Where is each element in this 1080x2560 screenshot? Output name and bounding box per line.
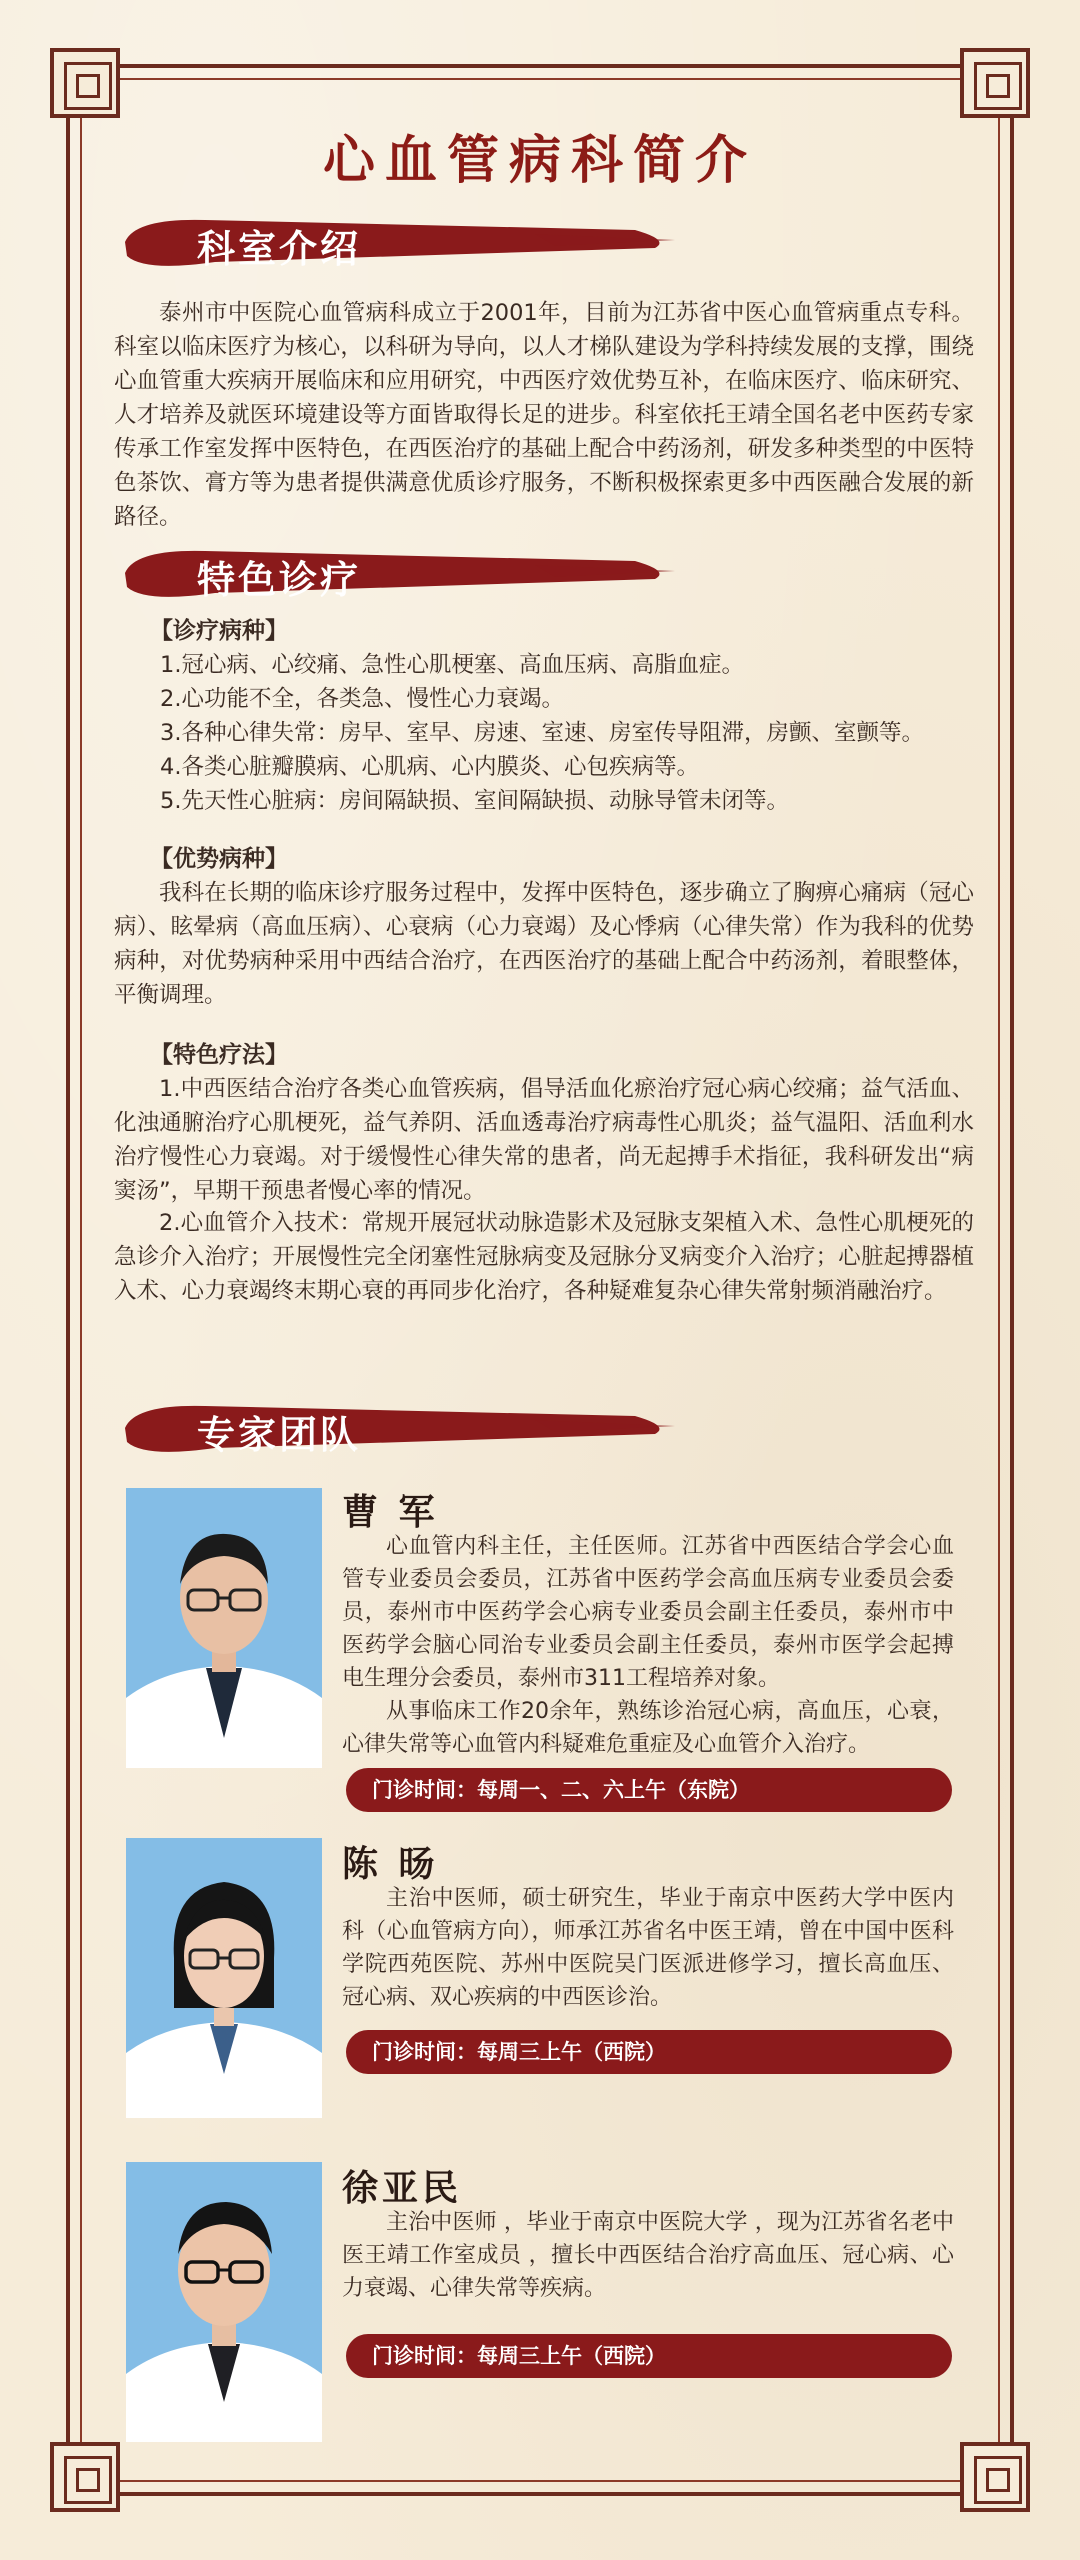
list-item: 2.心功能不全，各类急、慢性心力衰竭。: [160, 686, 564, 712]
subheading-therapy: 【特色疗法】: [150, 1042, 288, 1068]
page-title: 心血管病科简介: [322, 130, 757, 191]
expert-name: 曹 军: [342, 1492, 439, 1533]
avatar-expert-1: [126, 1488, 322, 1768]
corner-ornament-icon: [50, 48, 120, 118]
corner-ornament-icon: [960, 48, 1030, 118]
expert-bio: 从事临床工作20余年，熟练诊治冠心病，高血压，心衰，心律失常等心血管内科疑难危重症及心血管介入治疗。: [342, 1699, 954, 1757]
corner-ornament-icon: [960, 2442, 1030, 2512]
clinic-hours-badge: 门诊时间：每周三上午（西院）: [346, 2334, 952, 2378]
expert-bio: 主治中医师，硕士研究生，毕业于南京中医药大学中医内科（心血管病方向），师承江苏省名中医王靖，曾在中国中医科学院西苑医院、苏州中医院吴门医派进修学习，擅长高血压、冠心病、双心疾病的中西医诊治。: [342, 1886, 954, 2010]
avatar-expert-2: [126, 1838, 322, 2118]
section-banner-team: [115, 1398, 675, 1460]
subheading-advantage: 【优势病种】: [150, 846, 288, 872]
therapy-paragraph-2: 2.心血管介入技术：常规开展冠状动脉造影术及冠脉支架植入术、急性心肌梗死的急诊介入治疗；开展慢性完全闭塞性冠脉病变及冠脉分叉病变介入治疗；心脏起搏器植入术、心力衰竭终末期心衰的再同步化治疗，各种疑难复杂心律失常射频消融治疗。: [114, 1210, 974, 1304]
list-item: 4.各类心脏瓣膜病、心肌病、心内膜炎、心包疾病等。: [160, 754, 699, 780]
clinic-hours-badge: 门诊时间：每周三上午（西院）: [346, 2030, 952, 2074]
section-heading: 特色诊疗: [197, 558, 362, 602]
expert-name: 徐亚民: [342, 2168, 463, 2209]
intro-paragraph: 泰州市中医院心血管病科成立于2001年，目前为江苏省中医心血管病重点专科。科室以临床医疗为核心，以科研为导向，以人才梯队建设为学科持续发展的支撑，围绕心血管重大疾病开展临床和应用研究，中西医疗效优势互补，在临床医疗、临床研究、人才培养及就医环境建设等方面皆取得长足的进步。科室依托王靖全国名老中医药专家传承工作室发挥中医特色，在西医治疗的基础上配合中药汤剂，研发多种类型的中医特色茶饮、膏方等为患者提供满意优质诊疗服务，不断积极探索更多中西医融合发展的新路径。: [114, 300, 974, 530]
list-item: 1.冠心病、心绞痛、急性心肌梗塞、高血压病、高脂血症。: [160, 652, 744, 678]
clinic-hours-badge: 门诊时间：每周一、二、六上午（东院）: [346, 1768, 952, 1812]
avatar-expert-3: [126, 2162, 322, 2442]
list-item: 3.各种心律失常：房早、室早、房速、室速、房室传导阻滞，房颤、室颤等。: [160, 720, 924, 746]
section-banner-intro: [115, 212, 675, 274]
expert-name: 陈 旸: [342, 1844, 439, 1885]
section-banner-features: [115, 543, 675, 605]
section-heading: 专家团队: [197, 1413, 362, 1457]
subheading-diseases: 【诊疗病种】: [150, 618, 288, 644]
expert-bio: 主治中医师 ，毕业于南京中医院大学 ，现为江苏省名老中医王靖工作室成员 ，擅长中西医结合治疗高血压、冠心病、心力衰竭、心律失常等疾病。: [342, 2210, 954, 2301]
advantage-paragraph: 我科在长期的临床诊疗服务过程中，发挥中医特色，逐步确立了胸痹心痛病（冠心病）、眩晕病（高血压病）、心衰病（心力衰竭）及心悸病（心律失常）作为我科的优势病种，对优势病种采用中西结合治疗，在西医治疗的基础上配合中药汤剂，着眼整体，平衡调理。: [114, 880, 974, 1008]
section-heading: 科室介绍: [197, 227, 362, 271]
disease-list: [160, 648, 980, 818]
expert-bio: 心血管内科主任，主任医师。江苏省中西医结合学会心血管专业委员会委员，江苏省中医药学会高血压病专业委员会委员，泰州市中医药学会心病专业委员会副主任委员，泰州市中医药学会脑心同治专业委员会副主任委员，泰州市医学会起搏电生理分会委员，泰州市311工程培养对象。: [342, 1534, 954, 1691]
therapy-paragraph-1: 1.中西医结合治疗各类心血管疾病，倡导活血化瘀治疗冠心病心绞痛；益气活血、化浊通腑治疗心肌梗死，益气养阴、活血透毒治疗病毒性心肌炎；益气温阳、活血利水治疗慢性心力衰竭。对于缓慢性心律失常的患者，尚无起搏手术指征，我科研发出“病窦汤”，早期干预患者慢心率的情况。: [114, 1076, 974, 1204]
corner-ornament-icon: [50, 2442, 120, 2512]
list-item: 5.先天性心脏病：房间隔缺损、室间隔缺损、动脉导管未闭等。: [160, 788, 789, 814]
